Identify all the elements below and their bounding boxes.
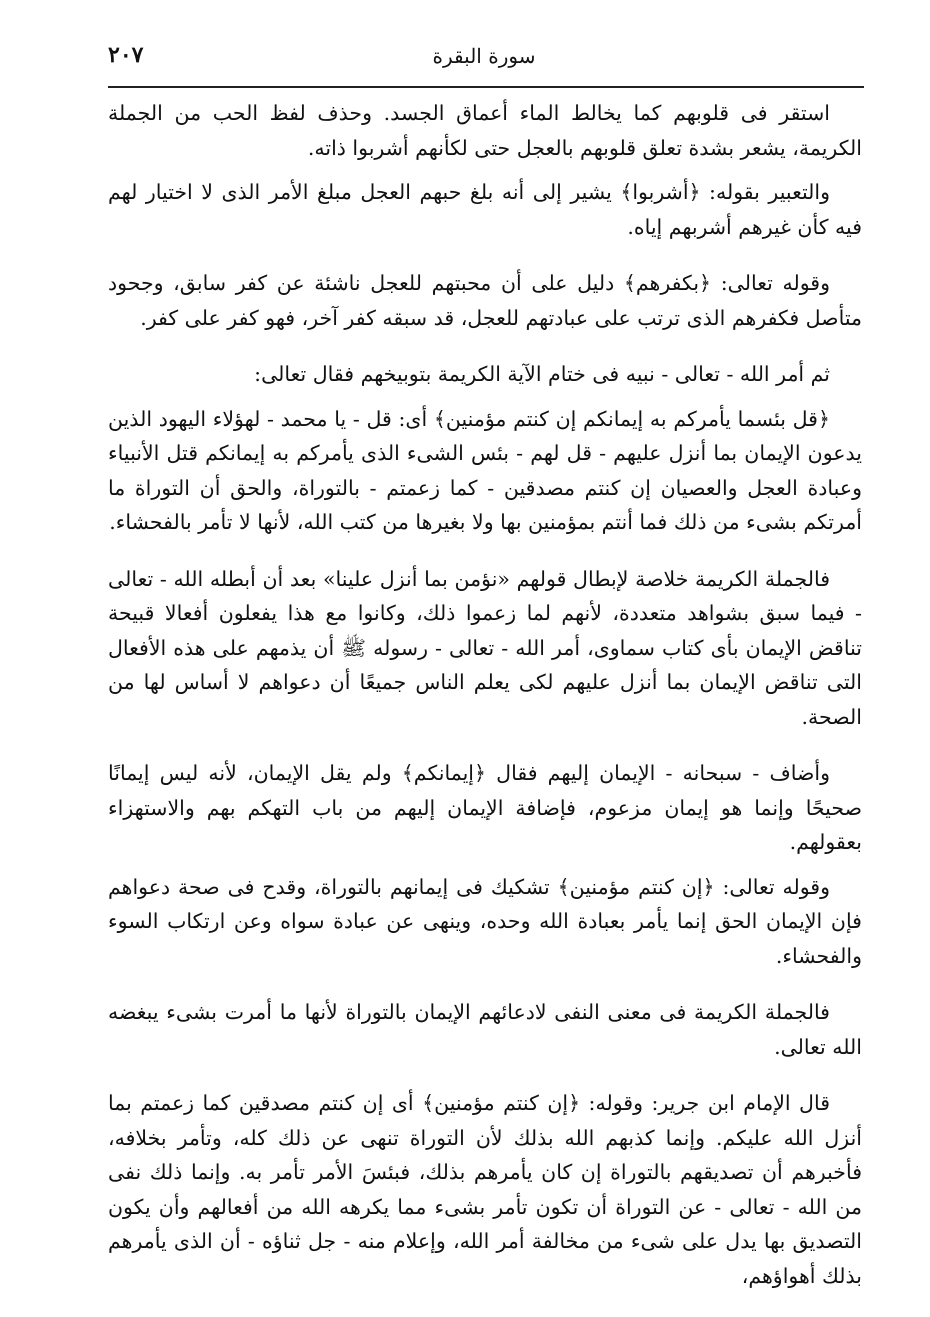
- paragraph: استقر فى قلوبهم كما يخالط الماء أعماق الجسد. وحذف لفظ الحب من الجملة الكريمة، يشعر بشدة تعلق قلوبهم بالعجل حتى لكأنهم أشربوا ذاته.: [108, 101, 862, 160]
- paragraph: قال الإمام ابن جرير: وقوله: ﴿إن كنتم مؤمنين﴾ أى إن كنتم مصدقين كما زعمتم بما أنزل الله عليكم. وإنما كذبهم الله بذلك لأن التوراة تنهى عن ذلك كله، وتأمر بخلافه، فأخبرهم أن تصديقهم بالتوراة إن كان يأمرهم بذلك، فبئسَ الأمر تأمر به. وإنما ذلك نفى من الله - تعالى - عن التوراة أن تكون تأمر بشىء مما يكرهه الله من أفعالهم وأن يكون التصديق بها يدل على شىء من مخالفة أمر الله، وإعلام منه - جل ثناؤه - أن الذى يأمرهم بذلك أهواؤهم،: [108, 1091, 862, 1288]
- header-divider: [108, 86, 864, 88]
- paragraph: والتعبير بقوله: ﴿أشربوا﴾ يشير إلى أنه بلغ حبهم العجل مبلغ الأمر الذى لا اختيار لهم فيه كأن غيرهم أشربهم إياه.: [108, 180, 862, 239]
- paragraph: وقوله تعالى: ﴿بكفرهم﴾ دليل على أن محبتهم للعجل ناشئة عن كفر سابق، وجحود متأصل فكفرهم الذى ترتب على عبادتهم للعجل، قد سبقه كفر آخر، فهو كفر على كفر.: [108, 271, 862, 330]
- page-header: [108, 38, 860, 78]
- paragraph: فالجملة الكريمة خلاصة لإبطال قولهم «نؤمن بما أنزل علينا» بعد أن أبطله الله - تعالى - فيما سبق بشواهد متعددة، لأنهم لما زعموا ذلك، وكانوا مع هذا يفعلون أفعالا قبيحة تناقض الإيمان بأى كتاب سماوى، أمر الله - تعالى - رسوله ﷺ أن يذمهم على هذه الأفعال التى تناقض الإيمان بما أنزل عليهم لكى يعلم الناس جميعًا أن دعواهم لا أساس لها من الصحة.: [108, 566, 862, 729]
- paragraph: ﴿قل بئسما يأمركم به إيمانكم إن كنتم مؤمنين﴾ أى: قل - يا محمد - لهؤلاء اليهود الذين يدعون الإيمان بما أنزل عليهم - قل لهم - بئس الشىء الذى يأمركم به إيمانكم قتل الأنبياء وعبادة العجل والعصيان إن كنتم مصدقين - كما زعمتم - بالتوراة، والحق أن التوراة ما أمرتكم بشىء من ذلك فما أنتم بمؤمنين بها ولا بغيرها من كتب الله، لأنها لا تأمر بالفحشاء.: [108, 406, 862, 534]
- surah-title: سورة البقرة: [432, 44, 536, 68]
- body-text: [108, 96, 862, 1293]
- paragraph: ثم أمر الله - تعالى - نبيه فى ختام الآية الكريمة بتوبيخهم فقال تعالى:: [254, 362, 830, 386]
- paragraph: فالجملة الكريمة فى معنى النفى لادعائهم الإيمان بالتوراة لأنها ما أمرت بشىء يبغضه الله تعالى.: [108, 1000, 862, 1059]
- paragraph: وقوله تعالى: ﴿إن كنتم مؤمنين﴾ تشكيك فى إيمانهم بالتوراة، وقدح فى صحة دعواهم فإن الإيمان الحق إنما يأمر بعبادة الله وحده، وينهى عن عبادة سواه وعن ارتكاب السوء والفحشاء.: [108, 874, 862, 968]
- paragraph: وأضاف - سبحانه - الإيمان إليهم فقال ﴿إيمانكم﴾ ولم يقل الإيمان، لأنه ليس إيمانًا صحيحًا وإنما هو إيمان مزعوم، فإضافة الإيمان إليهم من باب التهكم بهم والاستهزاء بعقولهم.: [108, 761, 862, 854]
- page-number: ٢٠٧: [108, 42, 144, 68]
